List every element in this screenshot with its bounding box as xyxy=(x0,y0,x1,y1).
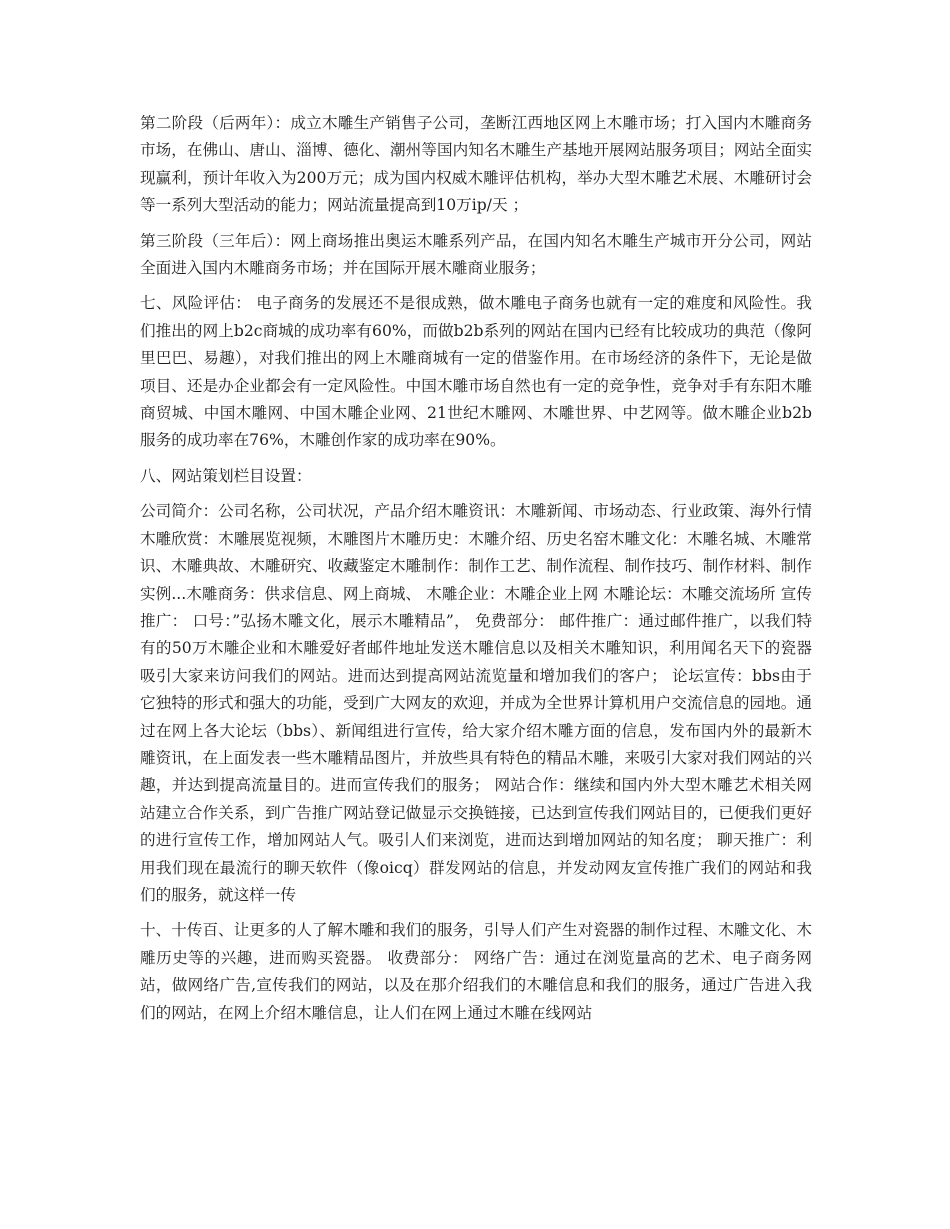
paragraph-stage-three: 第三阶段（三年后）：网上商场推出奥运木雕系列产品，在国内知名木雕生产城市开分公司，网站全面进入国内木雕商务市场；并在国际开展木雕商业服务； xyxy=(140,231,812,278)
paragraph-stage-two: 第二阶段（后两年）：成立木雕生产销售子公司，垄断江西地区网上木雕市场；打入国内木雕商务市场，在佛山、唐山、淄博、德化、潮州等国内知名木雕生产基地开展网站服务项目；网站全面实现赢利，预计年收入为200万元；成为国内权威木雕评估机构，举办大型木雕艺术展、木雕研讨会等一系列大型活动的能力；网站流量提高到10万ip/天 ； xyxy=(140,114,812,215)
paragraph-promotion: 十、十传百、让更多的人了解木雕和我们的服务，引导人们产生对瓷器的制作过程、木雕文化、木雕历史等的兴趣，进而购买瓷器。 收费部分： 网络广告：通过在浏览量高的艺术、电子商务网站，做网络广告,宣传我们的网站，以及在那介绍我们的木雕信息和我们的服务，通过广告进入我们的网站，在网上介绍木雕信息，让人们在网上通过木雕在线网站 xyxy=(140,921,812,1022)
paragraph-site-columns: 公司简介：公司名称，公司状况，产品介绍木雕资讯：木雕新闻、市场动态、行业政策、海外行情 木雕欣赏：木雕展览视频，木雕图片木雕历史：木雕介绍、历史名窑木雕文化：木雕名城、木雕常识、木雕典故、木雕研究、收藏鉴定木雕制作：制作工艺、制作流程、制作技巧、制作材料、制作实例...木雕商务：供求信息、网上商城、 木雕企业：木雕企业上网 木雕论坛：木雕交流场所 宣传推广： 口号：”弘扬木雕文化，展示木雕精品”， 免费部分： 邮件推广：通过邮件推广，以我们特有的50万木雕企业和木雕爱好者邮件地址发送木雕信息以及相关木雕知识，利用闻名天下的瓷器吸引大家来访问我们的网站。进而达到提高网站流览量和增加我们的客户； 论坛宣传：bbs由于它独特的形式和强大的功能，受到广大网友的欢迎，并成为全世界计算机用户交流信息的园地。通过在网上各大论坛（bbs）、新闻组进行宣传，给大家介绍木雕方面的信息，发布国内外的最新木雕资讯，在上面发表一些木雕精品图片，并放些具有特色的精品木雕，来吸引大家对我们网站的兴趣，并达到提高流量目的。进而宣传我们的服务； 网站合作：继续和国内外大型木雕艺术相关网站建立合作关系，到广告推广网站登记做显示交换链接，已达到宣传我们网站目的，已便我们更好的进行宣传工作，增加网站人气。吸引人们来浏览，进而达到增加网站的知名度； 聊天推广：利用我们现在最流行的聊天软件（像oicq）群发网站的信息，并发动网友宣传推广我们的网站和我们的服务，就这样一传 xyxy=(140,502,812,904)
paragraph-section-heading: 八、网站策划栏目设置： xyxy=(140,466,312,485)
paragraph-risk-assessment: 七、风险评估： 电子商务的发展还不是很成熟，做木雕电子商务也就有一定的难度和风险性。我们推出的网上b2c商城的成功率有60%，而做b2b系列的网站在国内已经有比较成功的典范（像阿里巴巴、易趣），对我们推出的网上木雕商城有一定的借鉴作用。在市场经济的条件下，无论是做项目、还是办企业都会有一定风险性。中国木雕市场自然也有一定的竞争性，竞争对手有东阳木雕商贸城、中国木雕网、中国木雕企业网、21世纪木雕网、木雕世界、中艺网等。做木雕企业b2b服务的成功率在76%，木雕创作家的成功率在90%。 xyxy=(140,294,812,450)
document-page xyxy=(140,110,812,1035)
